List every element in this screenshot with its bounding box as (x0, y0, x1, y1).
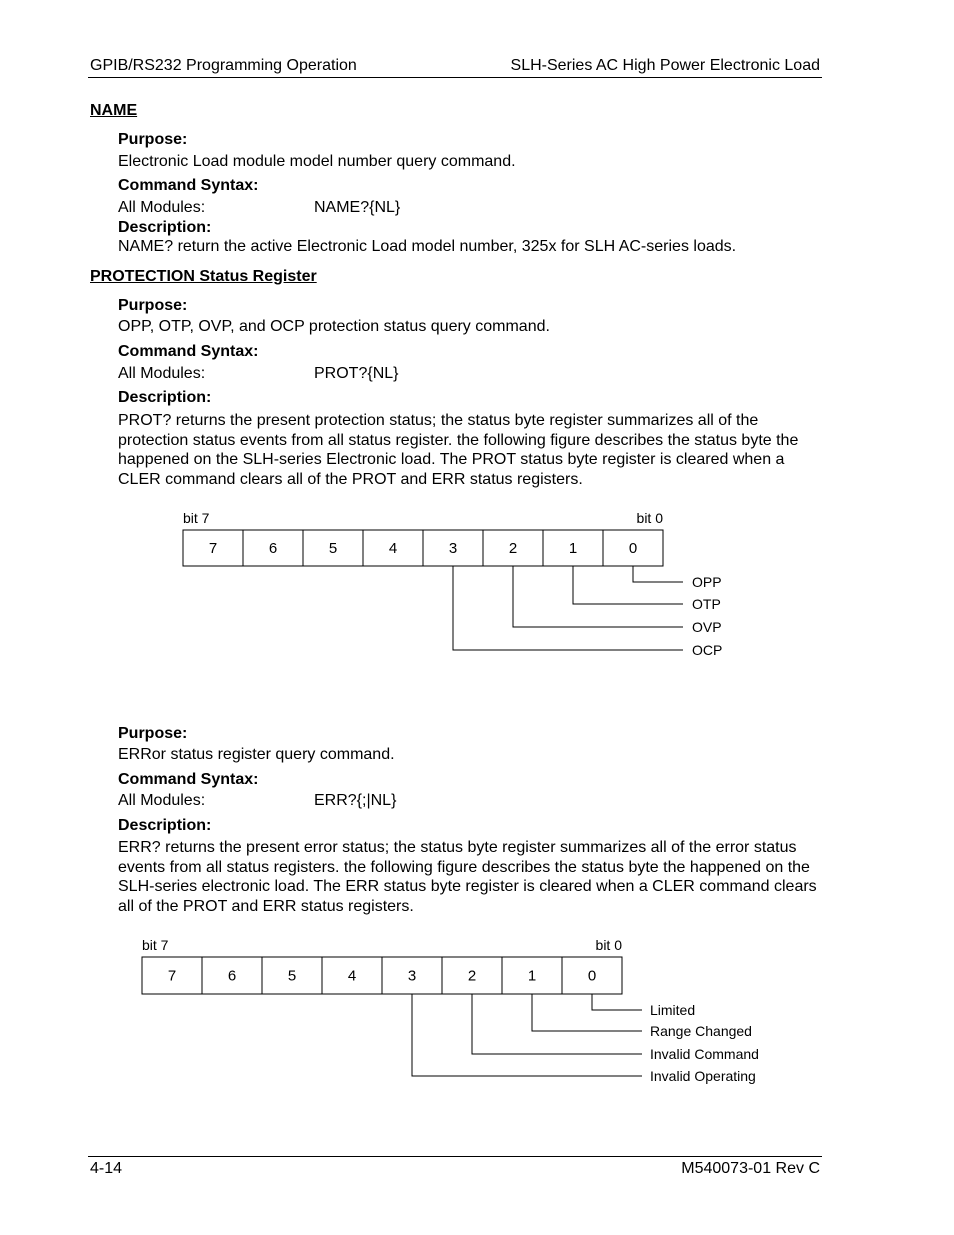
prot-syntax-modules: All Modules: (118, 365, 206, 382)
err-bit-number: 3 (407, 967, 417, 985)
prot-lsb-label: bit 0 (636, 510, 663, 526)
prot-purpose-label: Purpose: (118, 297, 188, 314)
err-bit-number: 7 (167, 967, 177, 985)
err-callout-line (592, 994, 642, 1010)
err-callout-line (532, 994, 642, 1031)
prot-bit-number: 0 (628, 540, 638, 557)
prot-section-title: PROTECTION Status Register (90, 268, 317, 285)
err-syntax-modules: All Modules: (118, 792, 206, 809)
prot-callout-label: OCP (692, 642, 723, 658)
err-bit-number: 2 (467, 967, 477, 985)
err-bit-number: 1 (527, 967, 537, 985)
name-syntax-modules: All Modules: (118, 199, 206, 216)
name-purpose-label: Purpose: (118, 131, 188, 148)
prot-bit-number: 7 (208, 540, 218, 557)
err-callout-label: Invalid Operating (650, 1068, 756, 1084)
err-purpose-text: ERRor status register query command. (118, 746, 395, 763)
prot-bit-number: 4 (388, 540, 398, 557)
prot-bit-number: 3 (448, 540, 458, 557)
name-desc-label: Description: (118, 219, 212, 236)
prot-callout-line (513, 566, 683, 627)
err-callout-label: Range Changed (650, 1023, 752, 1039)
err-callout-label: Limited (650, 1002, 696, 1018)
err-callout-line (412, 994, 642, 1076)
err-syntax-command: ERR?{;|NL} (314, 792, 397, 809)
prot-msb-label: bit 7 (183, 510, 210, 526)
footer-doc-id: M540073-01 Rev C (681, 1160, 820, 1177)
err-msb-label: bit 7 (142, 937, 169, 953)
name-section-title: NAME (90, 102, 138, 119)
err-bit-number: 6 (227, 967, 237, 985)
header-right: SLH-Series AC High Power Electronic Load (510, 57, 820, 74)
prot-callout-line (453, 566, 683, 650)
err-callout-line (472, 994, 642, 1054)
err-lsb-label: bit 0 (595, 937, 622, 953)
prot-purpose-text: OPP, OTP, OVP, and OCP protection status query command. (118, 318, 550, 335)
err-purpose-label: Purpose: (118, 725, 188, 742)
name-purpose-text: Electronic Load module model number query command. (118, 153, 516, 170)
header-left: GPIB/RS232 Programming Operation (90, 57, 357, 74)
err-callout-label: Invalid Command (650, 1046, 759, 1062)
err-bit-number: 4 (347, 967, 357, 985)
footer-rule (88, 1156, 822, 1157)
err-desc-text: ERR? returns the present error status; the status byte register summarizes all of the error status events from all status registers. the following figure describes the status byte the happened on the SLH-series electronic load. The ERR status byte register is cleared when a CLER command clears all of the PROT and ERR status registers. (118, 839, 817, 915)
prot-callout-label: OVP (692, 619, 722, 635)
prot-desc-label: Description: (118, 389, 212, 406)
prot-callout-label: OTP (692, 596, 721, 612)
prot-callout-line (633, 566, 683, 582)
prot-syntax-command: PROT?{NL} (314, 365, 399, 382)
prot-bit-number: 2 (508, 540, 518, 557)
name-syntax-command: NAME?{NL} (314, 199, 401, 216)
err-bit-number: 5 (287, 967, 297, 985)
footer-page-number: 4-14 (90, 1160, 123, 1177)
err-bit-number: 0 (587, 967, 597, 985)
err-syntax-label: Command Syntax: (118, 771, 259, 788)
prot-callout-label: OPP (692, 574, 722, 590)
prot-bit-number: 6 (268, 540, 278, 557)
name-desc-text: NAME? return the active Electronic Load model number, 325x for SLH AC-series loads. (118, 238, 737, 255)
err-desc-label: Description: (118, 817, 212, 834)
prot-callout-line (573, 566, 683, 604)
prot-desc-text: PROT? returns the present protection status; the status byte register summarizes all of the protection status events from all status register. the following figure describes the status byte the happened on the SLH-series Electronic load. The PROT status byte register is cleared when a CLER command clears all of the PROT and ERR status registers. (118, 412, 799, 488)
prot-bit-number: 1 (568, 540, 578, 557)
name-syntax-label: Command Syntax: (118, 177, 259, 194)
prot-syntax-label: Command Syntax: (118, 343, 259, 360)
prot-bit-number: 5 (328, 540, 338, 557)
